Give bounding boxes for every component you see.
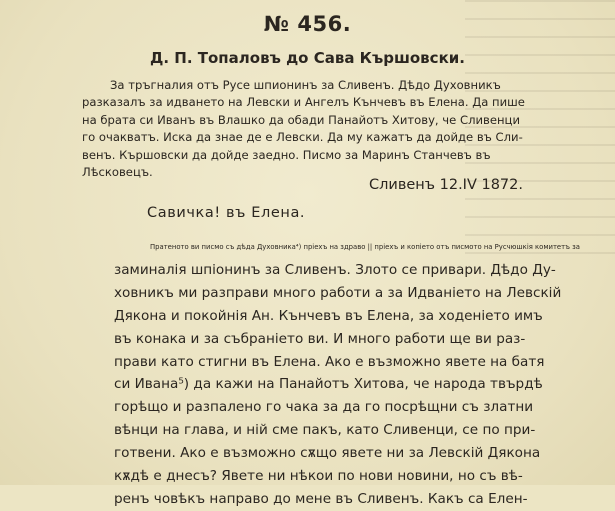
salutation: Савичка! въ Елена. xyxy=(147,205,306,221)
summary-line: на брата си Иванъ въ Влашко да обади Панайотъ Хитову, че Сливенци xyxy=(82,112,520,127)
body-line: ховникъ ми разправи много работи а за Идваніето на Левскій xyxy=(114,284,562,301)
summary-paragraph xyxy=(82,77,562,181)
body-line: вѣнци на глава, и ній сме пакъ, като Сливенци, се по при- xyxy=(114,422,536,439)
summary-line: венъ. Кършовски да дойде заедно. Писмо за Маринъ Станчевъ въ xyxy=(82,147,491,162)
document-number: № 456. xyxy=(263,12,352,36)
body-line: заминалія шпіонинъ за Сливенъ. Злото се привари. Дѣдо Ду- xyxy=(114,261,556,278)
body-line: ренъ човѣкъ направо до мене въ Сливенъ. Какъ са Елен- xyxy=(114,490,528,507)
body-line: горѣщо и разпалено го чака за да го посрѣщни съ златни xyxy=(114,399,534,416)
letter-body xyxy=(114,236,584,511)
body-line: прави като стигни въ Елена. Ако е възможно явете на батя xyxy=(114,353,545,370)
place-date: Сливенъ 12.IV 1872. xyxy=(369,177,523,193)
body-line: си Ивана⁵) да кажи на Панайотъ Хитова, че народа твърдѣ xyxy=(114,376,543,393)
summary-line: Лѣсковецъ. xyxy=(82,165,153,180)
summary-line: разказалъ за идването на Левски и Ангелъ Кънчевъ въ Елена. Да пише xyxy=(82,95,525,110)
body-line: Пратеното ви писмо съ дѣда Духовника⁴) пріехъ на здраво || пріехъ и копіето отъ писмото на Русчюшкія комитетъ за xyxy=(150,243,580,251)
body-line: Дякона и покойнія Ан. Кънчевъ въ Елена, за ходеніето имъ xyxy=(114,307,543,324)
body-line: кѫдѣ е днесъ? Явете ни нѣкои по нови новини, но съ вѣ- xyxy=(114,468,523,485)
document-heading: Д. П. Топаловъ до Сава Кършовски. xyxy=(150,49,465,67)
summary-line: За тръгналия отъ Русе шпионинъ за Сливенъ. Дѣдо Духовникъ xyxy=(110,78,501,92)
summary-line: го очакватъ. Иска да знае де е Левски. Да му кажатъ да дойде въ Сли- xyxy=(82,130,523,145)
body-line: въ конака и за събраніето ви. И много работи ще ви раз- xyxy=(114,330,526,347)
body-line: готвени. Ако е възможно сѫщо явете ни за Левскій Дякона xyxy=(114,445,541,462)
